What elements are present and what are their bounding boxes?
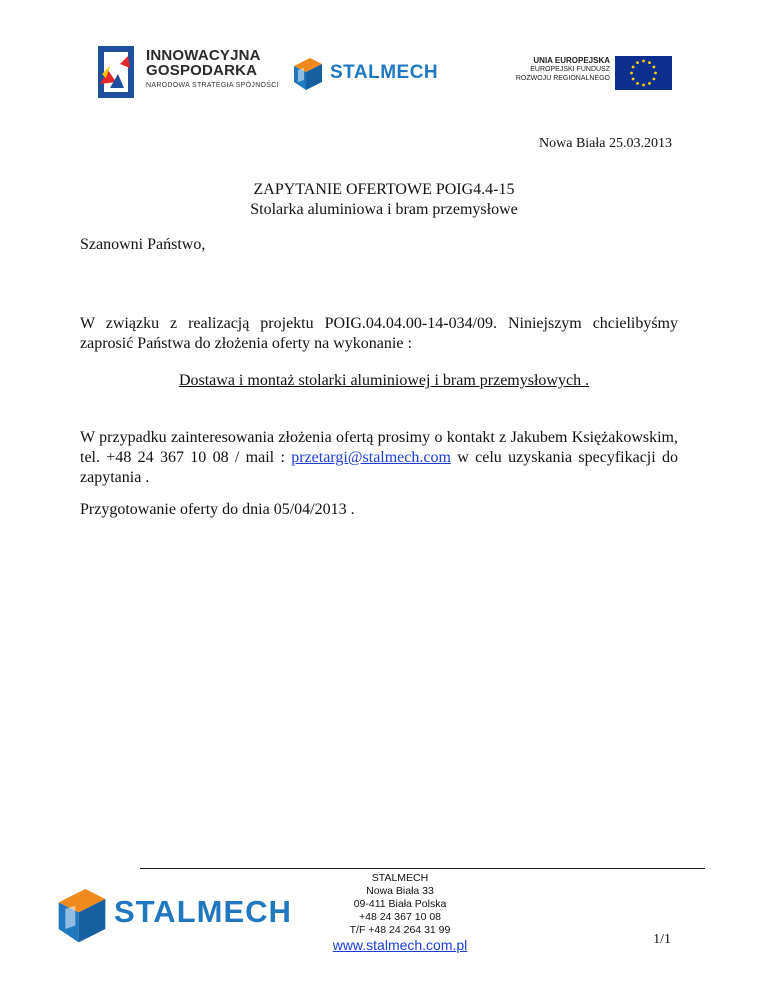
letter-subject-text: Dostawa i montaż stolarki aluminiowej i bram przemysłowych . [178,372,590,389]
contact-text-before: W przypadku zainteresowania złożenia ofertą prosimy o kontakt z Jakubem Księżakowskim, tel. +48 24 367 10 08 / mail : [80,429,678,466]
letter-date: Nowa Biała 25.03.2013 [539,136,672,151]
letter-subject [0,372,768,390]
contact-text-after: w celu uzyskania specyfikacji do zapytania . [80,449,679,486]
stalmech-logo-header [290,54,490,94]
ig-logo-subline: NARODOWA STRATEGIA SPÓJNOŚCI [146,82,279,89]
footer-company: STALMECH [371,872,429,884]
eu-fund-logo [512,56,672,90]
stalmech-cube-icon [52,876,112,952]
footer-phone: +48 24 367 10 08 [358,911,442,923]
letter-paragraph-intro: W związku z realizacją projektu POIG.04.04.00-14-034/09. Niniejszym chcielibyśmy zaprosić Państwa do złożenia oferty na wykonanie : [80,315,678,352]
page-number: 1/1 [653,932,671,947]
stalmech-logo-footer [52,876,322,956]
ig-logo-text: INNOWACYJNA GOSPODARKA [146,47,261,79]
stalmech-cube-icon [290,54,326,92]
footer-website-link[interactable]: www.stalmech.com.pl [332,937,468,953]
eu-logo-text: UNIA EUROPEJSKA EUROPEJSKI FUNDUSZ ROZWOJU REGIONALNEGO [515,56,610,82]
innowacyjna-gospodarka-emblem-icon [96,44,142,100]
innowacyjna-gospodarka-logo [96,44,286,100]
footer-street: Nowa Biała 33 [366,885,434,897]
footer-divider [140,868,705,869]
footer-address [305,872,495,954]
footer-city: 09-411 Biała Polska [353,898,447,910]
eu-flag-icon [615,56,672,90]
letter-paragraph-contact [80,428,678,488]
letter-salutation: Szanowni Państwo, [80,236,206,253]
footer-fax: T/F +48 24 264 31 99 [349,924,451,936]
stalmech-wordmark: STALMECH [114,894,292,929]
letter-paragraph-deadline: Przygotowanie oferty do dnia 05/04/2013 . [80,501,355,518]
contact-email-link[interactable]: przetargi@stalmech.com [291,449,451,466]
letter-title: ZAPYTANIE OFERTOWE POIG4.4-15 [253,181,515,198]
letter-subtitle: Stolarka aluminiowa i bram przemysłowe [250,201,518,218]
stalmech-wordmark: STALMECH [330,62,439,83]
letter-title-block [0,180,768,220]
